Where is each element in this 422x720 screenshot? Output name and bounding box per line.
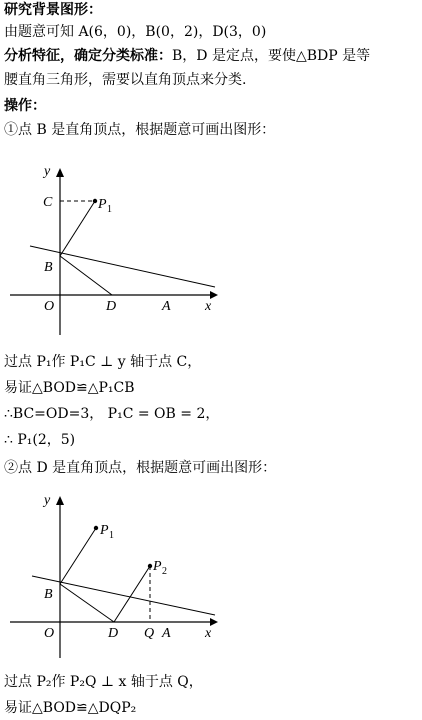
segment-BD <box>60 256 112 295</box>
label-A: A <box>162 626 171 641</box>
label-P1: P <box>98 197 107 212</box>
result-P1-line: ∴ P₁(2，5) <box>4 432 76 448</box>
figure-case1-diagram <box>0 160 240 350</box>
analysis-line <box>4 46 370 66</box>
line-through-B-A <box>30 246 215 287</box>
label-P1: P <box>100 523 109 538</box>
label-x: x <box>205 626 212 641</box>
label-B: B <box>44 260 53 275</box>
point-P1 <box>94 526 98 530</box>
label-Q: Q <box>144 626 155 641</box>
label-O: O <box>44 626 55 641</box>
analysis-text: B，D 是定点，要使△BDP 是等 <box>172 48 371 64</box>
figure-case2-diagram <box>0 490 240 670</box>
label-x: x <box>205 299 212 314</box>
label-P2: P <box>153 559 162 574</box>
label-P2-sub: 2 <box>162 566 167 577</box>
y-axis-arrow-icon <box>56 168 64 177</box>
label-A: A <box>162 299 171 314</box>
congruence-line-case2: 易证△BOD≌△DQP₂ <box>4 700 137 716</box>
point-P2 <box>148 564 152 568</box>
label-P1-sub: 1 <box>109 530 114 541</box>
point-P1 <box>93 199 97 203</box>
segment-DP2 <box>114 566 150 622</box>
operation-heading: 操作： <box>4 98 46 114</box>
lengths-line-case1: ∴BC=OD=3， P₁C = OB = 2， <box>4 406 220 422</box>
section-title-background: 研究背景图形： <box>4 2 102 18</box>
x-axis-arrow-icon <box>210 618 218 626</box>
x-axis-arrow-icon <box>210 291 218 299</box>
label-D: D <box>108 626 119 641</box>
y-axis-arrow-icon <box>56 496 64 505</box>
label-P1-sub: 1 <box>107 204 112 215</box>
construction-line-case1: 过点 P₁作 P₁C ⊥ y 轴于点 C， <box>4 354 202 370</box>
segment-BP1 <box>60 528 96 584</box>
given-points-line: 由题意可知 A(6，0)，B(0，2)，D(3，0) <box>4 24 267 40</box>
label-y: y <box>44 493 51 508</box>
case2-heading: ②点 D 是直角顶点，根据题意可画出图形： <box>4 460 277 476</box>
analysis-text-cont: 腰直角三角形，需要以直角顶点来分类. <box>4 72 247 88</box>
label-O: O <box>44 299 55 314</box>
analysis-heading: 分析特征，确定分类标准： <box>4 48 172 64</box>
segment-BP1 <box>60 201 95 256</box>
congruence-line-case1: 易证△BOD≌△P₁CB <box>4 380 135 396</box>
label-C: C <box>43 195 53 210</box>
construction-line-case2: 过点 P₂作 P₂Q ⊥ x 轴于点 Q， <box>4 674 203 690</box>
case1-heading: ①点 B 是直角顶点，根据题意可画出图形： <box>4 122 276 138</box>
label-B: B <box>44 587 53 602</box>
label-y: y <box>44 164 51 179</box>
label-D: D <box>106 299 117 314</box>
segment-BD <box>60 584 114 622</box>
